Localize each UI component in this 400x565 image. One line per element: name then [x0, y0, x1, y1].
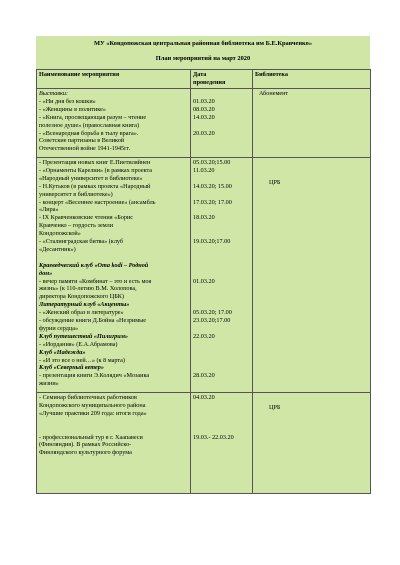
- event-line: - «Женский образ в литературе»: [39, 309, 124, 317]
- event-date: 08.03.20: [193, 105, 215, 113]
- club-heading: дом»: [39, 269, 53, 277]
- event-line: «Народный университет в библиотеке»: [39, 174, 143, 182]
- event-line: - «И это все о ней…» (к 8 марта): [39, 356, 125, 364]
- event-line: фурии сердца»: [39, 324, 79, 332]
- club-heading: Клуб путешествий «Пилигрим»: [39, 332, 129, 340]
- library-name: ЦРБ: [269, 179, 281, 186]
- library-cell: [255, 159, 368, 391]
- event-line: Отечественной войне 1941-1945гг.: [39, 145, 131, 153]
- section-heading: Выставки:: [39, 90, 69, 97]
- event-date: 05.03.20;15.00: [193, 159, 231, 166]
- event-date: 23.03.20;17.00: [193, 317, 231, 324]
- event-line: Кравченко – гордость земли: [39, 222, 114, 230]
- club-heading: Краеведческий клуб «Oma kodi – Родной: [39, 261, 149, 269]
- library-name: Абонемент: [259, 90, 289, 97]
- event-line: - «Ни дня без кошки»: [39, 97, 96, 105]
- event-date: 19.03.20;17.00: [193, 238, 231, 245]
- event-line: - концерт «Весеннее настроение» (ансамбль: [39, 198, 156, 206]
- table-row: [37, 89, 371, 158]
- events-table: [36, 69, 371, 494]
- header-event-name: Наименование мероприятия: [37, 70, 191, 89]
- event-date: 22.03.20: [193, 332, 215, 340]
- table-row: [37, 393, 371, 494]
- event-line: Советские партизаны в Великой: [39, 137, 125, 145]
- event-date: 05.03.20; 17.00: [193, 309, 232, 317]
- event-line: университет в библиотеке»): [39, 190, 113, 198]
- library-name: ЦРБ: [269, 404, 281, 411]
- event-line: - обсуждение книги Д.Бойна «Незримые: [39, 317, 147, 324]
- header-library: Библиотека: [253, 70, 371, 89]
- event-line: жизни»: [39, 380, 59, 388]
- club-heading: Клуб «Северный ветер»: [39, 364, 104, 372]
- date-list: [193, 159, 250, 391]
- event-date: 04.03.20: [193, 394, 215, 401]
- event-date: 14.03.20: [193, 113, 215, 121]
- header-date: Дата проведения: [191, 70, 253, 89]
- event-line: полезное душе» (православная книга): [39, 121, 140, 129]
- event-line: «Лучшие практики 209 года: итоги года»: [39, 409, 147, 417]
- event-date: 28.03.20: [193, 372, 215, 380]
- event-line: - вечер памяти «Комбинат – это и есть моя: [39, 277, 152, 285]
- table-header-row: [37, 70, 371, 89]
- event-line: - «Иордания» (Е.А.Абрамова): [39, 340, 118, 348]
- event-date: 01.03.20: [193, 97, 215, 105]
- event-date: 14.03.20; 15.00: [193, 182, 232, 190]
- event-line: - Семинар библиотечных работников: [39, 394, 137, 401]
- event-line: - «Сталинградская битва» (клуб: [39, 238, 124, 245]
- event-line: «Десантник»): [39, 245, 76, 253]
- table-row: [37, 158, 371, 393]
- event-line: Финляндского культурного форума: [39, 449, 132, 457]
- event-line: - профессиональный тур в г. Хаапавеси: [39, 433, 143, 441]
- event-line: - презентация книги Э.Колядич «Мозаика: [39, 372, 150, 380]
- event-date: 11.03.20: [193, 166, 215, 174]
- event-line: - «Всенародная борьба в тылу врага».: [39, 129, 139, 137]
- date-list: [193, 394, 250, 492]
- event-list: [39, 90, 188, 156]
- event-line: Кондопожского муниципального района: [39, 401, 146, 409]
- event-line: Кондопожской»: [39, 230, 81, 238]
- event-list: [39, 159, 188, 391]
- event-line: - Н.Кутьков (в рамках проекта «Народный: [39, 182, 151, 190]
- event-date: 01.03.20: [193, 277, 215, 285]
- club-heading: Клуб «Надежда»: [39, 348, 86, 356]
- event-line: - «Книга, просвещающая разум – чтение: [39, 113, 147, 121]
- event-list: [39, 394, 188, 492]
- event-line: - «Женщины в политике»: [39, 105, 106, 113]
- club-heading: Литературный клуб «Акценты»: [39, 301, 130, 309]
- event-line: - IX Кравченковские чтения «Борис: [39, 214, 134, 222]
- library-cell: [255, 394, 368, 492]
- event-line: (Финляндия). В рамках Российско-: [39, 441, 132, 449]
- event-line: жизнь» (к 110-летию В.М. Холопова,: [39, 285, 137, 293]
- event-date: 20.03.20: [193, 129, 215, 137]
- event-line: «Лира»: [39, 206, 59, 214]
- library-cell: [255, 90, 368, 156]
- date-list: [193, 90, 250, 156]
- event-line: директора Кондопожского ЦБК): [39, 293, 124, 301]
- event-date: 19.03.- 22.03.20: [193, 433, 234, 441]
- document-header: [36, 36, 370, 69]
- event-line: - Презентация новых книг Е.Пиетиляйнен: [39, 159, 151, 166]
- organization-title: МУ «Кондопожская центральная районная библиотека им Б.Е.Кравченко»: [93, 40, 313, 47]
- event-line: - «Орнаменты Карелии» (в рамках проекта: [39, 166, 153, 174]
- event-date: 18.03.20: [193, 214, 215, 222]
- event-date: 17.03.20; 17.00: [193, 198, 232, 206]
- plan-title: План мероприятий на март 2020: [155, 55, 251, 62]
